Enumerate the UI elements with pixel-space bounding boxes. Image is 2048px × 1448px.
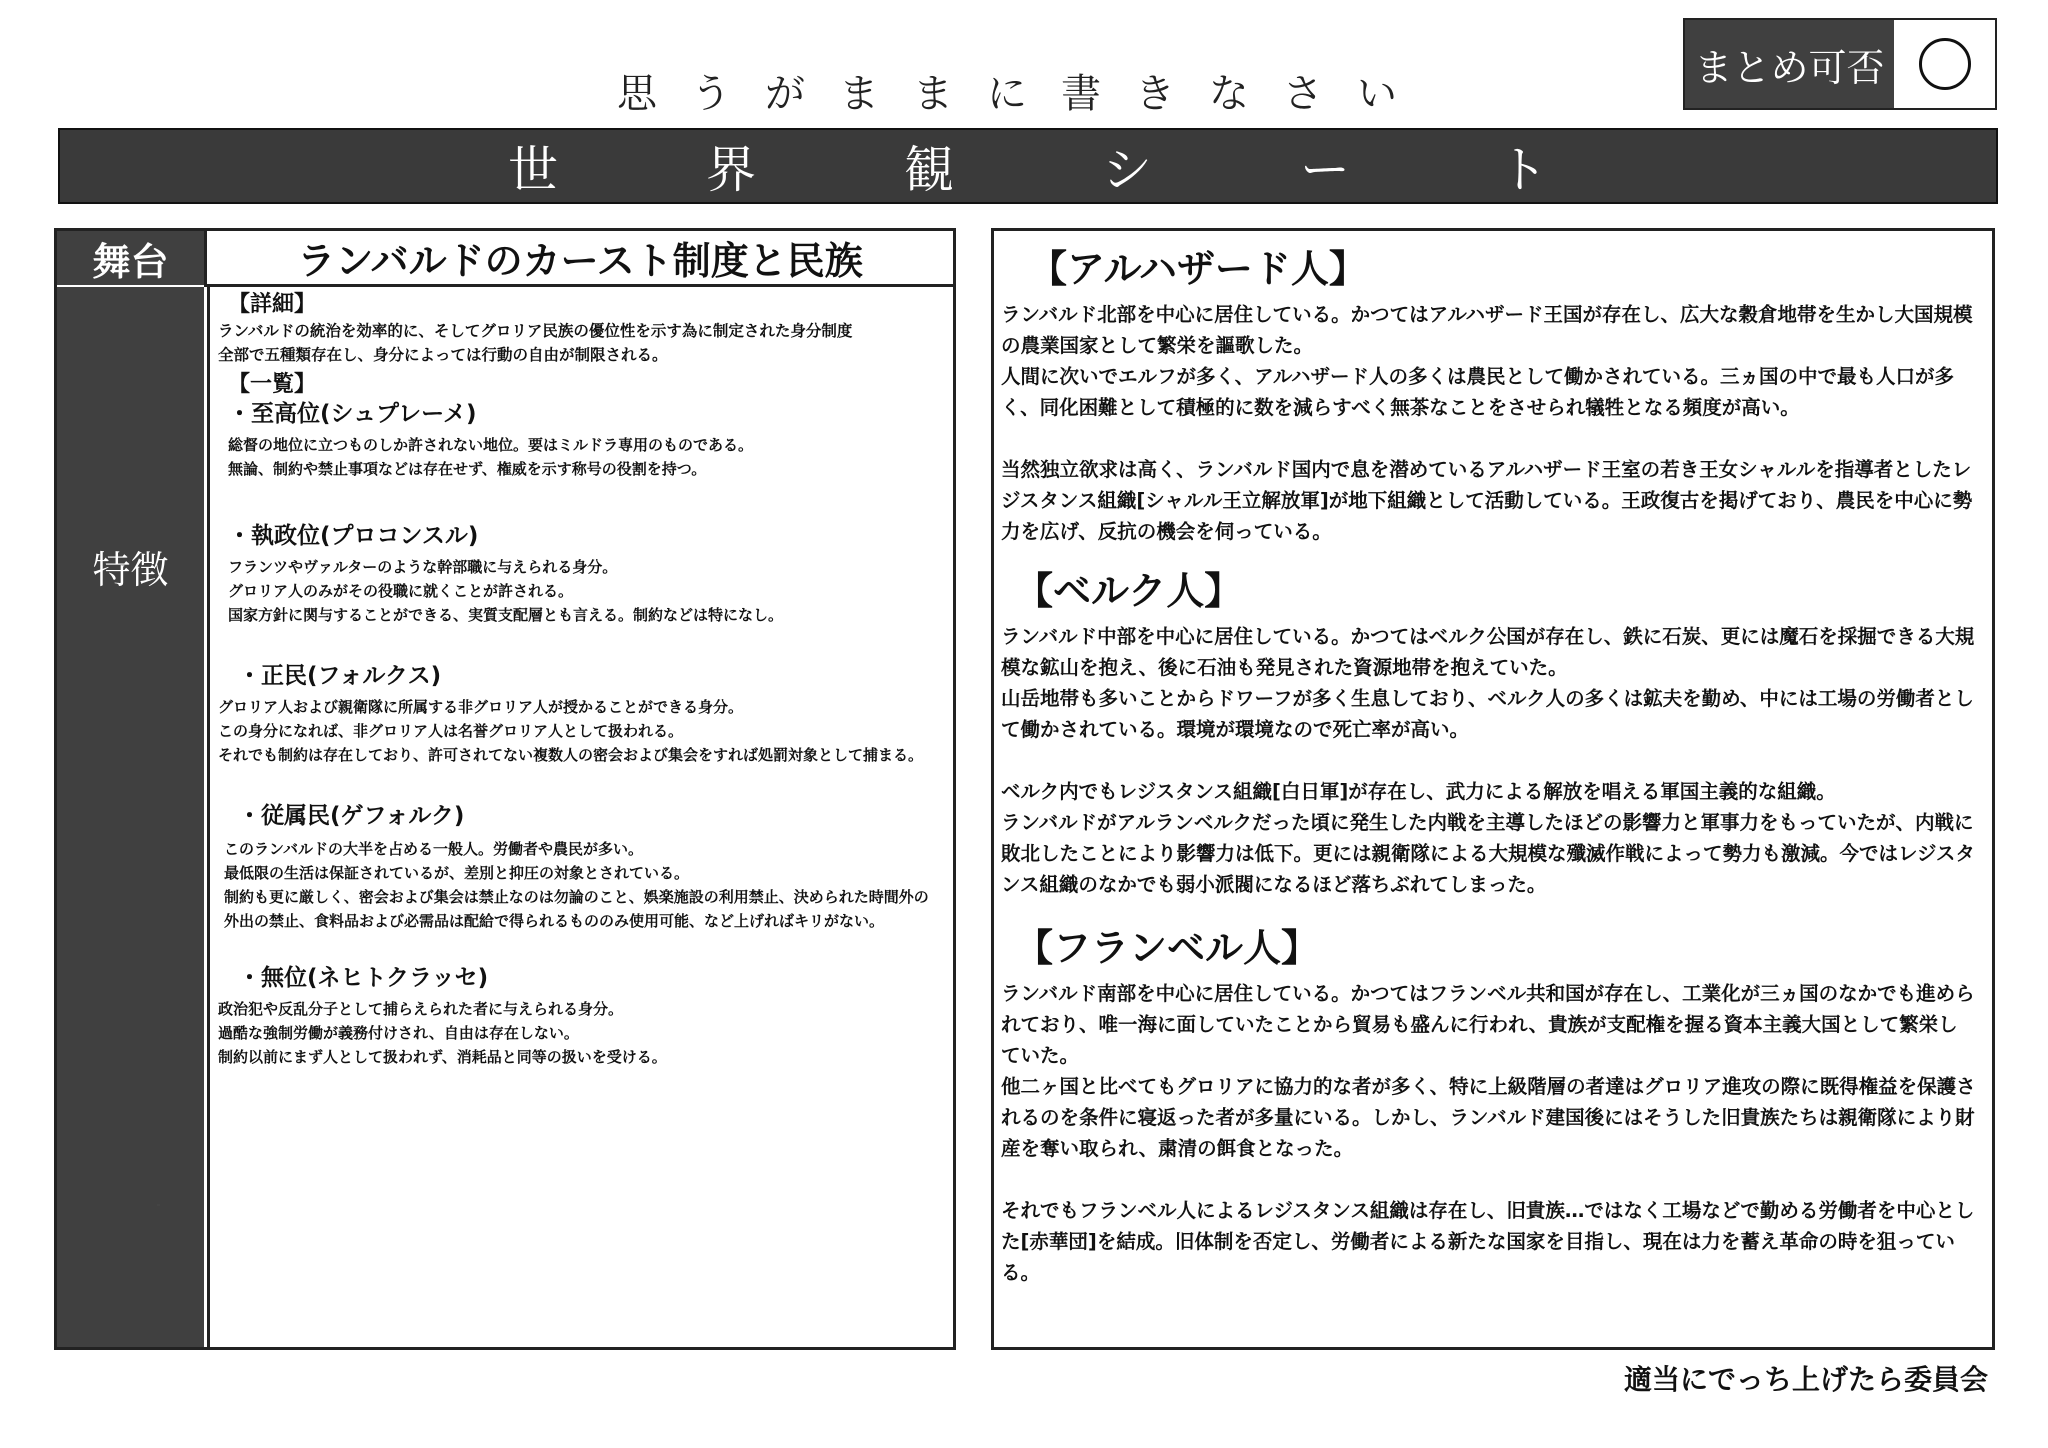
caste-line: 総督の地位に立つものしか許されない地位。要はミルドラ専用のものである。 <box>228 436 754 454</box>
caste-body <box>207 287 953 1347</box>
details-line: 全部で五種類存在し、身分によっては行動の自由が制限される。 <box>218 346 668 364</box>
caste-line: それでも制約は存在しており、許可されてない複数人の密会および集会をすれば処罰対象として捕まる。 <box>218 746 924 764</box>
stage-label: 舞台 <box>57 231 204 287</box>
section-berg <box>1001 561 1976 900</box>
caste-name: ・正民(フォルクス) <box>238 663 442 689</box>
caste-name: ・従属民(ゲフォルク) <box>238 803 465 829</box>
feature-label: 特徴 <box>92 547 169 592</box>
caste-line: 最低限の生活は保証されているが、差別と抑圧の対象とされている。 <box>224 864 690 882</box>
stray-mark <box>157 1204 160 1206</box>
list-heading: 【一覧】 <box>228 372 317 397</box>
caste-line: グロリア人および親衛隊に所属する非グロリア人が授かることができる身分。 <box>218 698 744 716</box>
paragraph: ランバルド南部を中心に居住している。かつてはフランベル共和国が存在し、工業化が三ヵ国のなかでも進められており、唯一海に面していたことから貿易も盛んに行われ、貴族が支配権を握る資本主義大国として繁栄していた。 <box>1001 982 1975 1067</box>
section-heading: 【フランベル人】 <box>1015 926 1320 970</box>
paragraph: 山岳地帯も多いことからドワーフが多く生息しており、ベルク人の多くは鉱夫を勤め、中には工場の労働者として働かされている。環境が環境なので死亡率が高い。 <box>1001 687 1974 741</box>
paragraph: 人間に次いでエルフが多く、アルハザード人の多くは農民として働かされている。三ヵ国の中で最も人口が多く、同化困難として積極的に数を減らすべく無茶なことをさせられ犠牲となる頻度が高い。 <box>1001 365 1954 419</box>
caste-name: ・無位(ネヒトクラッセ) <box>238 965 489 991</box>
spacer <box>1001 745 1976 776</box>
caste-line: グロリア人のみがその役職に就くことが許される。 <box>228 582 574 600</box>
panel-title: ランバルドのカースト制度と民族 <box>204 231 953 287</box>
paragraph: ランバルド北部を中心に居住している。かつてはアルハザード王国が存在し、広大な穀倉地帯を生かし大国規模の農業国家として繁栄を謳歌した。 <box>1001 303 1973 357</box>
circle-mark-icon <box>1919 38 1971 90</box>
paragraph: 当然独立欲求は高く、ランバルド国内で息を潜めているアルハザード王室の若き王女シャルルを指導者としたレジスタンス組織[シャルル王立解放軍]が地下組織として活動している。王政復古を掲げており、農民を中心に勢力を広げ、反抗の機会を伺っている。 <box>1001 458 1973 543</box>
ethnicity-panel <box>991 228 1995 1350</box>
approval-box <box>1683 18 1997 110</box>
caste-line: このランバルドの大半を占める一般人。労働者や農民が多い。 <box>224 840 643 858</box>
title-banner <box>58 128 1998 204</box>
approval-mark <box>1894 20 1995 108</box>
section-heading: 【アルハザード人】 <box>1029 247 1367 291</box>
caste-name: ・執政位(プロコンスル) <box>228 523 479 549</box>
caste-line: 過酷な強制労働が義務付けされ、自由は存在しない。 <box>218 1024 579 1042</box>
caste-line: 政治犯や反乱分子として捕らえられた者に与えられる身分。 <box>218 1000 624 1018</box>
paragraph: ランバルド中部を中心に居住している。かつてはベルク公国が存在し、鉄に石炭、更には魔石を採掘できる大規模な鉱山を抱え、後に石油も発見された資源地帯を抱えていた。 <box>1001 625 1975 679</box>
paragraph: ランバルドがアルランベルクだった頃に発生した内戦を主導したほどの影響力と軍事力をもっていたが、内戦に敗北したことにより影響力は低下。更には親衛隊による大規模な殲滅作戦によって勢力も激減。今ではレジスタンス組織のなかでも弱小派閥になるほど落ちぶれてしまった。 <box>1001 811 1975 896</box>
paragraph: 他二ヶ国と比べてもグロリアに協力的な者が多く、特に上級階層の者達はグロリア進攻の際に既得権益を保護されるのを条件に寝返った者が多量にいる。しかし、ランバルド建国後にはそうした旧貴族たちは親衛隊により財産を奪い取られ、粛清の餌食となった。 <box>1001 1075 1976 1160</box>
spacer <box>1001 423 1976 454</box>
page-subtitle: 思うがままに書きなさい <box>617 71 1431 117</box>
caste-line: この身分になれば、非グロリア人は名誉グロリア人として扱われる。 <box>218 722 684 740</box>
spacer <box>1001 1164 1976 1195</box>
caste-line: 制約も更に厳しく、密会および集会は禁止なのは勿論のこと、娯楽施設の利用禁止、決められた時間外の外出の禁止、食料品および必需品は配給で得られるもののみ使用可能、など上げればキリがない。 <box>224 888 929 930</box>
paragraph: それでもフランベル人によるレジスタンス組織は存在し、旧貴族…ではなく工場などで勤める労働者を中心とした[赤華団]を結成。旧体制を否定し、労働者による新たな国家を目指し、現在は力を蓄え革命の時を狙っている。 <box>1001 1199 1975 1284</box>
section-heading: 【ベルク人】 <box>1015 569 1243 613</box>
sidebar <box>57 231 204 1347</box>
section-franbel <box>1001 918 1976 1288</box>
footer-credit: 適当にでっち上げたら委員会 <box>1623 1363 1988 1396</box>
caste-line: 国家方針に関与することができる、実質支配層とも言える。制約などは特になし。 <box>228 606 784 624</box>
details-line: ランバルドの統治を効率的に、そしてグロリア民族の優位性を示す為に制定された身分制度 <box>218 322 853 340</box>
caste-line: フランツやヴァルターのような幹部職に与えられる身分。 <box>228 558 618 576</box>
details-heading: 【詳細】 <box>228 292 317 317</box>
approval-label: まとめ可否 <box>1685 20 1894 108</box>
caste-line: 無論、制約や禁止事項などは存在せず、権威を示す称号の役割を持つ。 <box>228 460 707 478</box>
caste-line: 制約以前にまず人として扱われず、消耗品と同等の扱いを受ける。 <box>218 1048 667 1066</box>
caste-panel <box>54 228 956 1350</box>
banner-title: 世界観シート <box>508 141 1696 199</box>
paragraph: ベルク内でもレジスタンス組織[白日軍]が存在し、武力による解放を唱える軍国主義的な組織。 <box>1001 780 1836 803</box>
caste-name: ・至高位(シュプレーメ) <box>228 401 477 427</box>
section-alhazard <box>1001 239 1976 547</box>
